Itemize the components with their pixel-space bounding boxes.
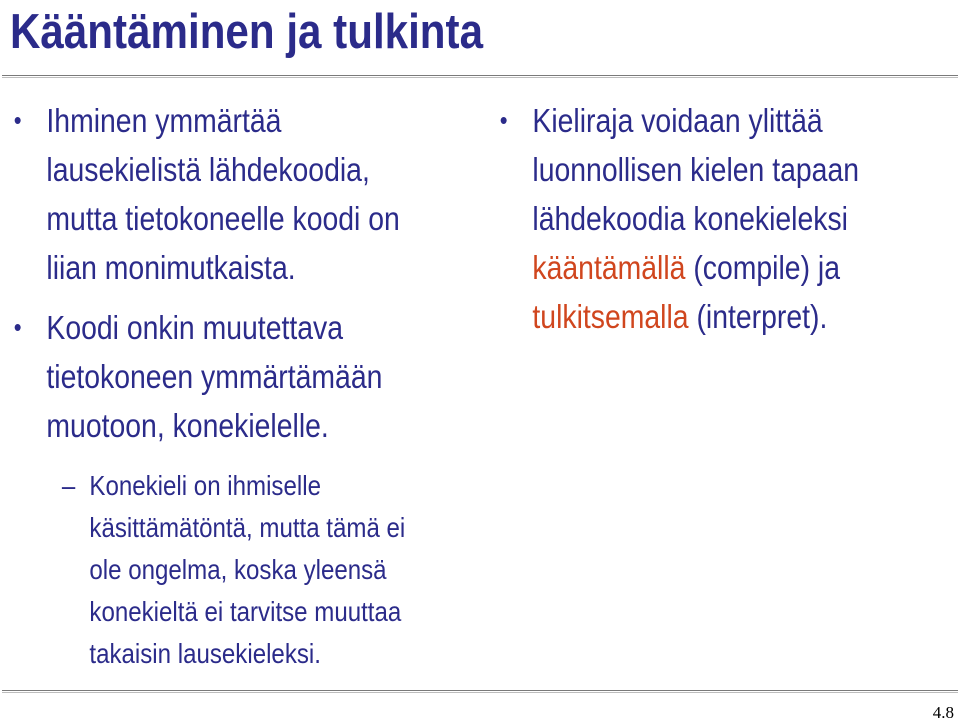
bullet-line: tietokoneen ymmärtämään bbox=[46, 358, 383, 395]
left-column bbox=[12, 96, 492, 675]
page-number: 4.8 bbox=[932, 703, 954, 722]
highlight-term-compile: kääntämällä bbox=[532, 249, 686, 286]
title-divider bbox=[2, 75, 958, 76]
sub-bullet-line: ole ongelma, koska yleensä bbox=[89, 554, 387, 585]
bullet-dot-icon: • bbox=[499, 105, 508, 135]
footer-divider-shadow bbox=[2, 692, 958, 693]
sub-bullet-line: takaisin lausekieleksi. bbox=[89, 638, 321, 669]
bullet-line: Ihminen ymmärtää bbox=[46, 102, 282, 139]
sub-bullet-line: Konekieli on ihmiselle bbox=[89, 470, 321, 501]
bullet-line: Kieliraja voidaan ylittää bbox=[532, 102, 823, 139]
bullet-dot-icon: • bbox=[13, 105, 22, 135]
bullet-item bbox=[498, 96, 960, 341]
bullet-line bbox=[532, 292, 960, 341]
bullet-line: muotoon, konekielelle. bbox=[46, 407, 329, 444]
right-column bbox=[498, 96, 948, 341]
bullet-dot-icon: • bbox=[13, 312, 22, 342]
bullet-line bbox=[532, 243, 960, 292]
title-divider-shadow bbox=[2, 77, 958, 78]
bullet-item bbox=[12, 96, 511, 292]
bullet-line: lausekielistä lähdekoodia, bbox=[46, 151, 370, 188]
sub-bullet-line: käsittämätöntä, mutta tämä ei bbox=[89, 512, 406, 543]
highlight-term-interpret: tulkitsemalla bbox=[532, 298, 689, 335]
bullet-item bbox=[12, 303, 511, 450]
compile-text: (compile) ja bbox=[685, 249, 840, 286]
sub-bullet-item bbox=[12, 465, 494, 675]
bullet-line: luonnollisen kielen tapaan bbox=[532, 151, 860, 188]
dash-icon: – bbox=[61, 470, 76, 501]
bullet-line: mutta tietokoneelle koodi on bbox=[46, 200, 400, 237]
bullet-line: Koodi onkin muutettava bbox=[46, 309, 344, 346]
bullet-line: lähdekoodia konekieleksi bbox=[532, 200, 848, 237]
interpret-text: (interpret). bbox=[688, 298, 828, 335]
sub-bullet-line: konekieltä ei tarvitse muuttaa bbox=[89, 596, 402, 627]
footer-divider bbox=[2, 690, 958, 691]
slide-title: Kääntäminen ja tulkinta bbox=[10, 5, 484, 59]
bullet-line: liian monimutkaista. bbox=[46, 249, 296, 286]
